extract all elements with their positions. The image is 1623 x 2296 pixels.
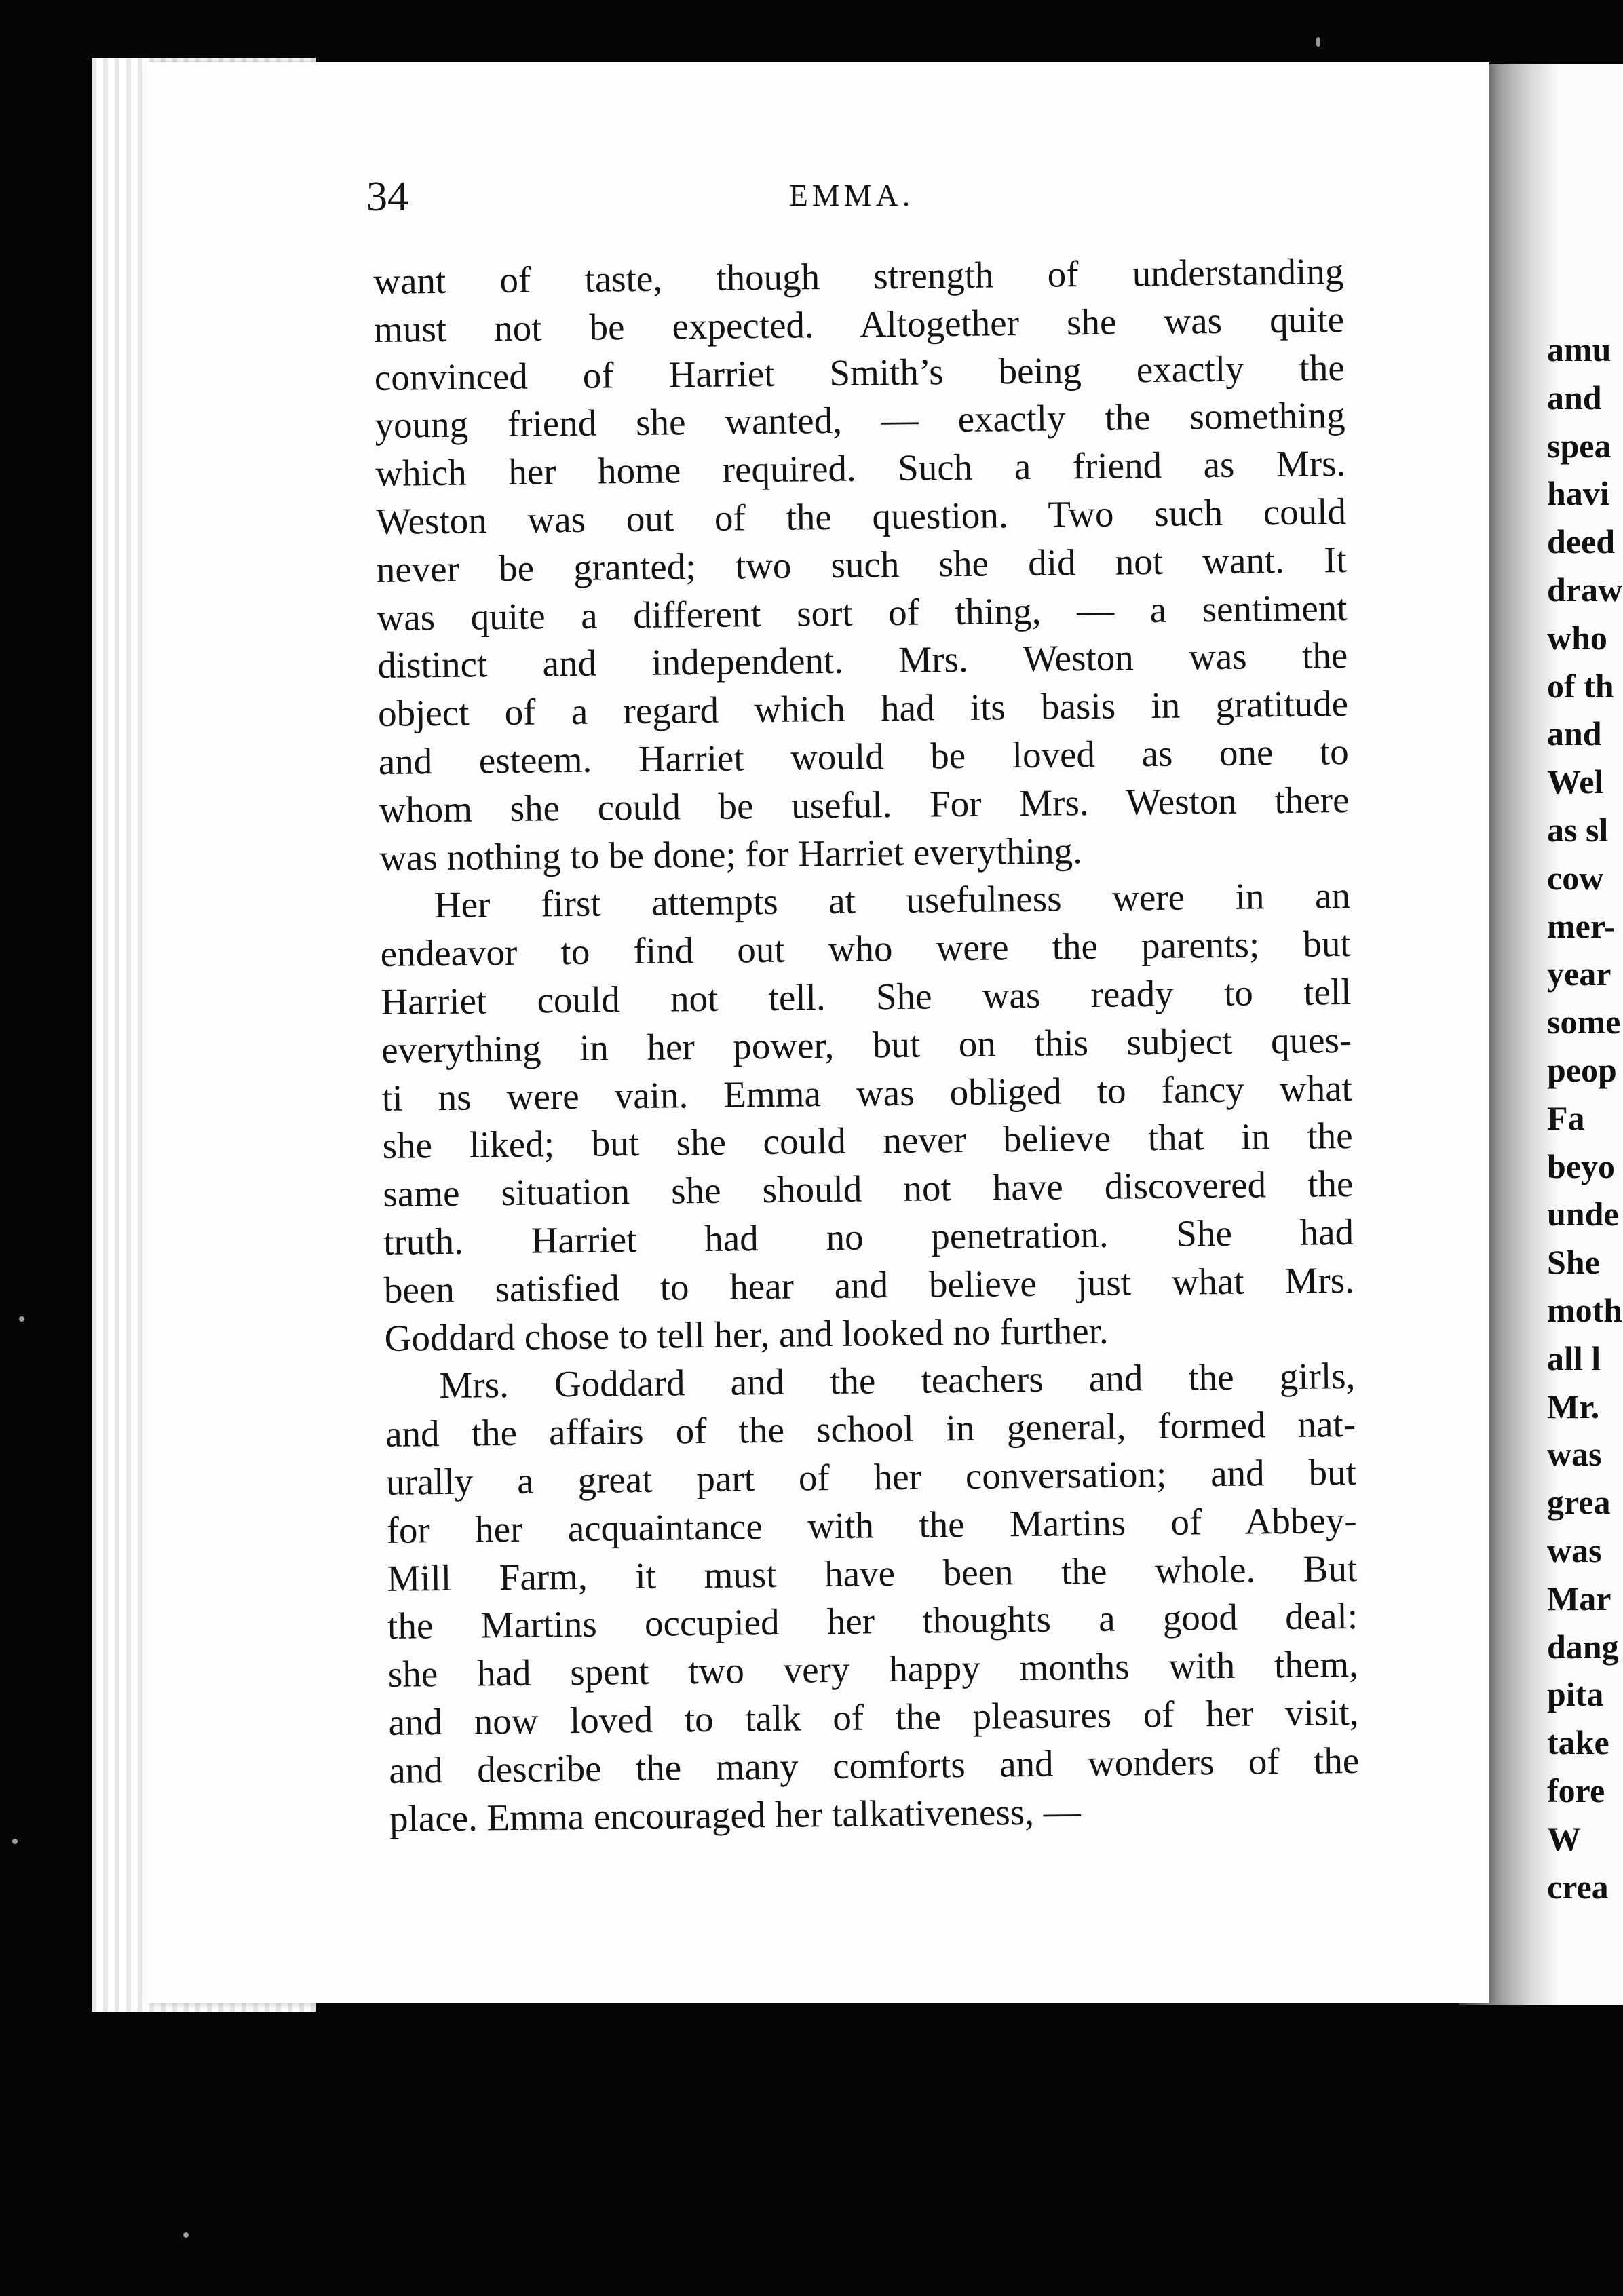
facing-page-line: pita — [1547, 1675, 1604, 1714]
facing-page-line: draw — [1547, 570, 1623, 609]
text-line: and now loved to talk of the pleasures of her visit, — [388, 1691, 1359, 1743]
running-head — [366, 173, 1337, 227]
facing-page-line: fore — [1547, 1771, 1605, 1810]
facing-page-line: unde — [1547, 1195, 1619, 1233]
text-line: convinced of Harriet Smith’s being exactly the — [374, 346, 1345, 398]
text-line: the Martins occupied her thoughts a good deal: — [387, 1595, 1358, 1647]
facing-page-line: and — [1547, 378, 1602, 417]
text-line: everything in her power, but on this subject ques- — [381, 1018, 1352, 1071]
facing-page-line: and — [1547, 714, 1602, 753]
text-line: whom she could be useful. For Mrs. Weston there — [379, 778, 1350, 830]
facing-page-line: crea — [1547, 1867, 1609, 1906]
text-line: endeavor to find out who were the parents; but — [380, 923, 1351, 975]
facing-page-line: Wel — [1547, 763, 1604, 801]
text-line: and the affairs of the school in general, formed nat- — [385, 1403, 1356, 1455]
facing-page-line: mer- — [1547, 906, 1616, 945]
text-line: Harriet could not tell. She was ready to tell — [381, 970, 1352, 1022]
text-line: Mrs. Goddard and the teachers and the girls, — [439, 1355, 1356, 1407]
facing-page-line: amu — [1547, 330, 1611, 368]
facing-page-line: take — [1547, 1723, 1609, 1762]
page-number: 34 — [366, 174, 408, 220]
text-line: she had spent two very happy months with them, — [387, 1643, 1359, 1695]
text-line: young friend she wanted, — exactly the something — [375, 394, 1345, 446]
facing-page-line: year — [1547, 955, 1611, 993]
facing-page-line: cow — [1547, 858, 1604, 897]
dust-speck — [19, 1316, 24, 1322]
dust-speck — [12, 1839, 18, 1844]
facing-page-line: Fa — [1547, 1098, 1585, 1137]
text-line: which her home required. Such a friend as Mrs. — [375, 442, 1346, 495]
text-line: must not be expected. Altogether she was quite — [373, 298, 1345, 350]
running-title: EMMA. — [788, 178, 915, 212]
text-line: Goddard chose to tell her, and looked no further. — [384, 1309, 1109, 1359]
facing-page-line: all l — [1547, 1339, 1601, 1377]
facing-page-line: havi — [1547, 474, 1609, 513]
text-line: same situation she should not have discovered the — [383, 1163, 1354, 1215]
facing-page-line: peop — [1547, 1050, 1617, 1089]
text-line: ti ns were vain. Emma was obliged to fancy what — [381, 1067, 1353, 1119]
facing-page-line: was — [1547, 1435, 1602, 1474]
text-line: was quite a different sort of thing, — a sentiment — [377, 586, 1348, 638]
text-line: was nothing to be done; for Harriet everything. — [379, 829, 1083, 879]
facing-page-line: moth — [1547, 1290, 1623, 1329]
facing-page-line: deed — [1547, 522, 1615, 561]
body-text — [373, 248, 1360, 1843]
facing-page-line: of th — [1547, 666, 1614, 705]
facing-page-line: some — [1547, 1003, 1621, 1041]
text-line: urally a great part of her conversation; and but — [385, 1451, 1357, 1503]
text-line: distinct and independent. Mrs. Weston was the — [377, 634, 1348, 687]
text-line: and esteem. Harriet would be loved as one to — [378, 730, 1350, 782]
text-line: truth. Harriet had no penetration. She had — [383, 1210, 1354, 1263]
facing-page-line: grea — [1547, 1483, 1611, 1522]
facing-page-line: as sl — [1547, 810, 1609, 849]
text-line: Her first attempts at usefulness were in an — [434, 875, 1351, 926]
facing-page-line: was — [1547, 1531, 1602, 1569]
facing-page-line: spea — [1547, 426, 1611, 465]
dust-speck — [1316, 37, 1320, 47]
text-line: been satisfied to hear and believe just what Mrs. — [383, 1259, 1355, 1311]
text-line: want of taste, though strength of understanding — [373, 250, 1344, 302]
facing-page-line: who — [1547, 618, 1607, 657]
text-line: object of a regard which had its basis in gratitude — [377, 683, 1349, 735]
facing-page-line: Mr. — [1547, 1387, 1600, 1426]
text-line: never be granted; two such she did not want. It — [376, 538, 1348, 590]
facing-page-line: Mar — [1547, 1579, 1611, 1618]
text-line: Weston was out of the question. Two such could — [375, 490, 1347, 542]
text-line: Mill Farm, it must have been the whole. But — [387, 1547, 1358, 1599]
facing-page-line: dang — [1547, 1627, 1619, 1666]
dust-speck — [183, 2232, 189, 2238]
facing-page-text — [1547, 326, 1622, 1911]
facing-page-line: beyo — [1547, 1147, 1615, 1185]
facing-page-line: W — [1547, 1819, 1581, 1858]
text-line: and describe the many comforts and wonders of the — [389, 1739, 1360, 1791]
facing-page-line: She — [1547, 1243, 1600, 1282]
text-line: she liked; but she could never believe that in the — [382, 1115, 1353, 1167]
text-line: for her acquaintance with the Martins of Abbey- — [386, 1499, 1357, 1551]
text-line: place. Emma encouraged her talkativeness, — — [389, 1790, 1081, 1839]
